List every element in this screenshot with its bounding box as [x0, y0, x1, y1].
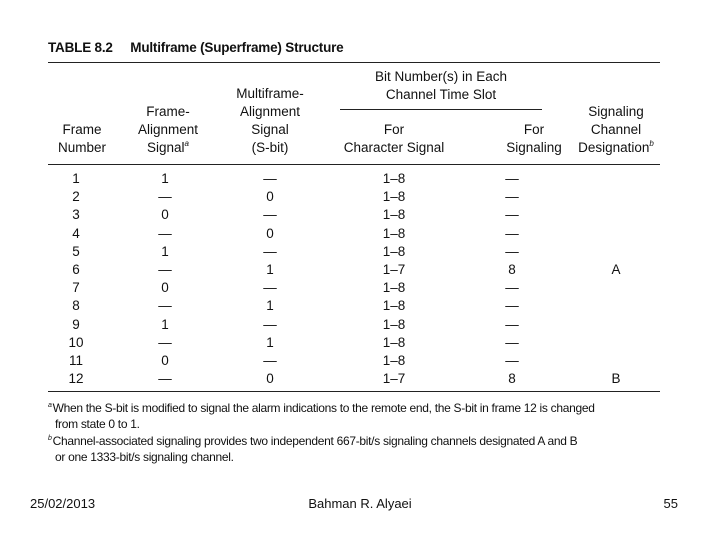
cell-signaling-bits: —	[505, 280, 519, 296]
cell-multiframe-alignment-signal: 1	[266, 298, 274, 314]
cell-channel-designation: B	[611, 371, 621, 387]
cell-multiframe-alignment-signal: 1	[266, 262, 274, 277]
table-title: Multiframe (Superframe) Structure	[130, 40, 344, 55]
cell-frame-number: 8	[72, 298, 80, 314]
header-signaling-channel-designation: Signaling Channel Designation$^b$	[578, 104, 654, 155]
cell-character-signal-bits: 1–8	[382, 298, 406, 314]
cell-frame-number: 12	[68, 371, 84, 387]
table-row	[48, 316, 660, 334]
cell-frame-alignment-signal: —	[158, 298, 172, 314]
cell-frame-number: 2	[72, 189, 80, 205]
cell-frame-number: 1	[72, 171, 80, 186]
table-row	[48, 297, 660, 315]
table-top-rule	[48, 62, 660, 63]
table-bottom-rule	[48, 391, 660, 392]
cell-frame-alignment-signal: 1	[161, 171, 169, 186]
header-for-signaling: For Signaling	[506, 122, 562, 155]
header-frame-number: Frame Number	[57, 122, 106, 155]
cell-multiframe-alignment-signal: 1	[266, 334, 274, 350]
header-for-character-signal: For Character Signal	[343, 122, 445, 155]
cell-frame-alignment-signal: —	[158, 334, 172, 350]
cell-frame-alignment-signal: —	[158, 371, 172, 387]
cell-signaling-bits: —	[505, 225, 519, 241]
table-header-rule	[48, 164, 660, 165]
table-number: TABLE 8.2	[48, 40, 113, 55]
footer-date: 25/02/2013	[30, 496, 96, 511]
cell-character-signal-bits: 1–7	[382, 371, 406, 387]
cell-frame-alignment-signal: 0	[161, 207, 169, 223]
table-row	[48, 370, 660, 388]
cell-character-signal-bits: 1–8	[382, 316, 406, 332]
cell-frame-alignment-signal: 1	[161, 243, 169, 259]
cell-frame-number: 10	[68, 334, 84, 350]
cell-character-signal-bits: 1–8	[382, 243, 406, 259]
table-row	[48, 334, 660, 352]
header-bit-numbers-rule	[340, 109, 542, 110]
cell-multiframe-alignment-signal: —	[263, 316, 277, 332]
cell-signaling-bits: —	[505, 353, 519, 368]
cell-frame-number: 11	[68, 353, 83, 368]
cell-signaling-bits: 8	[508, 371, 516, 387]
cell-multiframe-alignment-signal: —	[263, 243, 277, 259]
cell-character-signal-bits: 1–7	[382, 262, 406, 277]
cell-multiframe-alignment-signal: 0	[266, 225, 274, 241]
cell-signaling-bits: —	[505, 316, 519, 332]
table-row	[48, 206, 660, 224]
cell-frame-alignment-signal: —	[158, 189, 172, 205]
header-frame-alignment-signal: Frame- Alignment Signal$^a$	[137, 104, 199, 155]
cell-frame-alignment-signal: —	[158, 262, 172, 277]
cell-signaling-bits: —	[505, 207, 519, 223]
footnote-b: $^b$Channel-associated signaling provides two independent 667-bit/s signaling channels designated A and B or one 1333-bit/s signaling channel.	[48, 434, 578, 464]
cell-character-signal-bits: 1–8	[382, 353, 406, 368]
cell-multiframe-alignment-signal: —	[263, 353, 277, 368]
cell-character-signal-bits: 1–8	[382, 171, 406, 186]
footnote-a: $^a$When the S-bit is modified to signal the alarm indications to the remote end, the S-bit in frame 12 is changed from state 0 to 1.	[48, 401, 595, 431]
cell-signaling-bits: 8	[508, 262, 516, 277]
cell-multiframe-alignment-signal: —	[263, 280, 277, 296]
header-multiframe-alignment-signal: Multiframe- Alignment Signal (S-bit)	[236, 86, 304, 155]
cell-multiframe-alignment-signal: 0	[266, 371, 274, 387]
footer-page-number: 55	[663, 496, 678, 511]
cell-channel-designation: A	[611, 262, 621, 277]
header-bit-numbers: Bit Number(s) in Each Channel Time Slot	[374, 69, 508, 102]
cell-frame-alignment-signal: —	[158, 225, 172, 241]
footnote-mark-b: b	[649, 139, 654, 148]
table-row	[48, 279, 660, 297]
cell-character-signal-bits: 1–8	[382, 207, 406, 223]
cell-frame-alignment-signal: 0	[161, 353, 169, 368]
cell-signaling-bits: —	[505, 171, 519, 186]
cell-multiframe-alignment-signal: —	[263, 171, 277, 186]
footnote-mark-a: a	[184, 139, 189, 148]
cell-multiframe-alignment-signal: 0	[266, 189, 274, 205]
table-row	[48, 261, 660, 279]
cell-character-signal-bits: 1–8	[382, 334, 406, 350]
table-row	[48, 352, 660, 370]
table-row	[48, 243, 660, 261]
cell-frame-number: 7	[72, 280, 80, 296]
cell-signaling-bits: —	[505, 243, 519, 259]
cell-signaling-bits: —	[505, 334, 519, 350]
cell-character-signal-bits: 1–8	[382, 225, 406, 241]
footer-author: Bahman R. Alyaei	[308, 496, 412, 511]
cell-frame-number: 6	[72, 262, 80, 277]
table-row	[48, 188, 660, 206]
cell-signaling-bits: —	[505, 298, 519, 314]
table-caption	[48, 40, 343, 55]
cell-multiframe-alignment-signal: —	[263, 207, 277, 223]
table-footnotes	[48, 401, 663, 467]
cell-frame-number: 4	[72, 225, 80, 241]
cell-frame-alignment-signal: 1	[161, 316, 169, 332]
cell-frame-alignment-signal: 0	[161, 280, 169, 296]
cell-signaling-bits: —	[505, 189, 519, 205]
cell-character-signal-bits: 1–8	[382, 189, 406, 205]
cell-character-signal-bits: 1–8	[382, 280, 406, 296]
table-row	[48, 225, 660, 243]
cell-frame-number: 5	[72, 243, 80, 259]
table-row	[48, 170, 660, 188]
cell-frame-number: 3	[72, 207, 80, 223]
cell-frame-number: 9	[72, 316, 80, 332]
